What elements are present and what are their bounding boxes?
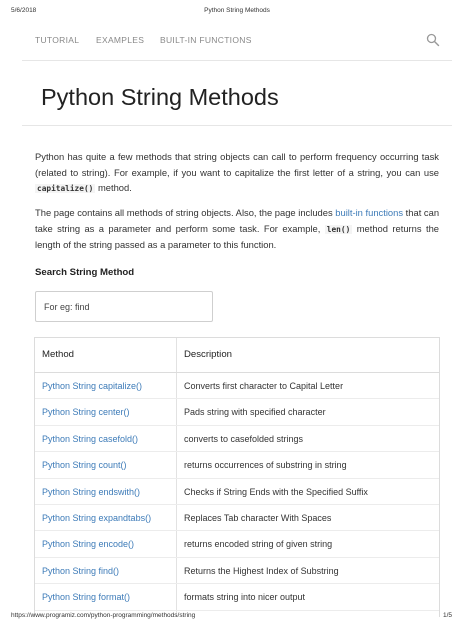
method-link[interactable]: Python String center() [42, 407, 130, 418]
table-row [35, 479, 440, 505]
code-len: len() [326, 224, 351, 234]
method-description: Converts first character to Capital Letter [184, 381, 344, 391]
method-link[interactable]: Python String encode() [42, 539, 135, 550]
method-link[interactable]: Python String expandtabs() [42, 513, 152, 523]
table-row [35, 584, 440, 610]
method-link[interactable]: Python String find() [42, 565, 120, 576]
intro-p2-middle: that can take string as a parameter and perform some task. For example, [35, 207, 440, 234]
intro-p2-before: The page contains all methods of string objects. Also, the page includes [35, 207, 333, 218]
code-capitalize: capitalize() [37, 184, 94, 193]
method-link[interactable]: Python String casefold() [42, 433, 139, 444]
table-row [35, 452, 440, 478]
table-row [35, 399, 440, 425]
print-header [0, 7, 474, 19]
top-nav [0, 30, 474, 50]
built-in-functions-link[interactable]: built-in functions [335, 207, 404, 218]
intro-paragraph-2 [35, 205, 439, 253]
print-page-number: 1/5 [442, 612, 452, 619]
page-title: Python String Methods [41, 84, 279, 110]
print-footer [0, 612, 474, 624]
method-description: Checks if String Ends with the Specified Suffix [184, 486, 368, 497]
search-input[interactable] [35, 291, 213, 322]
nav-examples[interactable]: EXAMPLES [96, 35, 145, 45]
method-link[interactable]: Python String count() [42, 460, 127, 471]
intro-p1-after: method. [97, 182, 132, 193]
print-doc-title: Python String Methods [204, 7, 270, 14]
method-link[interactable]: Python String endswith() [42, 486, 141, 497]
method-description: returns occurrences of substring in string [184, 460, 347, 471]
method-description: returns encoded string of given string [184, 539, 333, 550]
table-row [35, 426, 440, 452]
method-description: converts to casefolded strings [184, 433, 304, 444]
method-description: Pads string with specified character [184, 407, 326, 418]
method-link[interactable]: Python String format() [42, 592, 131, 603]
header-description: Description [184, 349, 232, 360]
method-description: formats string into nicer output [184, 592, 306, 603]
search-icon[interactable] [426, 33, 440, 47]
nav-built-in-functions[interactable]: BUILT-IN FUNCTIONS [160, 35, 252, 45]
table-row [35, 505, 440, 531]
intro-paragraph-1 [35, 149, 439, 197]
table-row [35, 558, 440, 584]
nav-divider [22, 60, 452, 61]
table-row [35, 373, 440, 399]
methods-table [34, 337, 440, 617]
print-date: 5/6/2018 [11, 7, 37, 14]
print-url: https://www.programiz.com/python-programming/methods/string [11, 612, 196, 619]
method-link[interactable]: Python String capitalize() [42, 381, 143, 391]
method-description: Returns the Highest Index of Substring [184, 565, 339, 576]
intro-p1-text: Python has quite a few methods that string objects can call to perform frequency occurring task (related to string). For example, if you want to capitalize the first letter of a string, you can use [35, 151, 439, 178]
nav-tutorial[interactable]: TUTORIAL [35, 35, 80, 45]
method-description: Replaces Tab character With Spaces [184, 513, 332, 523]
header-method: Method [42, 349, 74, 360]
title-divider [22, 125, 452, 126]
table-row [35, 531, 440, 557]
search-label: Search String Method [35, 267, 135, 278]
intro-p2-after: method returns the length of the string passed as a parameter to this function. [35, 222, 440, 250]
